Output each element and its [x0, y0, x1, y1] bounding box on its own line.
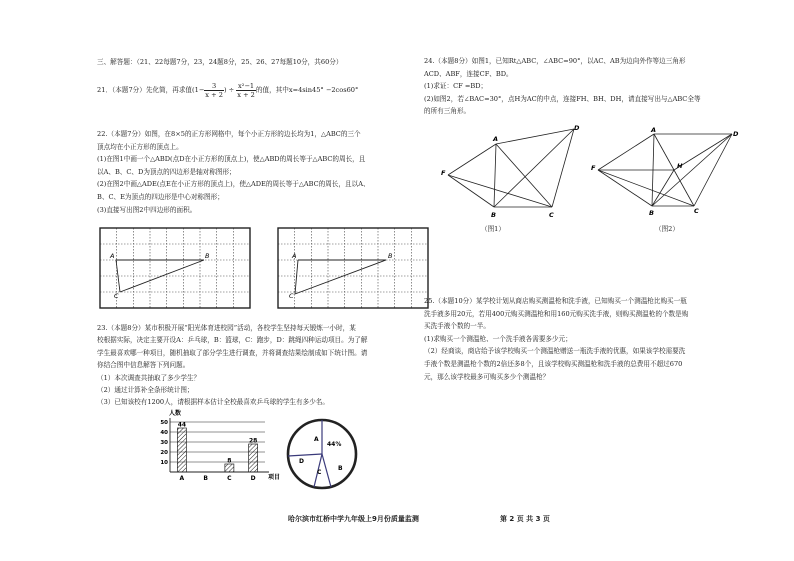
q24-figure-2-caption: （图2） — [655, 225, 679, 233]
fig2-label-c: C — [694, 207, 699, 215]
seg-af — [598, 134, 654, 170]
q22-line: (3)直接写出图2中四边形的面积。 — [97, 205, 197, 214]
bar-chart-tick-label: 40 — [160, 430, 168, 436]
q24-figure-2 — [590, 122, 750, 232]
bar-chart-ylabel: 人数 — [169, 410, 182, 417]
fig1-label-d: D — [574, 124, 580, 132]
q24-line: 的所有三角形。 — [424, 107, 471, 116]
q24-line: (2)如图2，若∠BAC=30°，点H为AC的中点，连接FH、BH、DH，请直接写出与△ABC全等 — [424, 94, 701, 103]
grid-figure-2 — [278, 228, 438, 308]
bar-chart-tick-label: 20 — [160, 450, 168, 456]
fig1-label-b: B — [491, 211, 496, 219]
q21-mid: ) ÷ — [223, 86, 235, 94]
bar-data-label: 8 — [227, 457, 232, 465]
bar-data-label: 28 — [248, 437, 258, 445]
seg-bf — [448, 175, 494, 207]
bar-chart-tick-label: 10 — [160, 460, 168, 466]
q23-line: 校根据实际，决定主要开设A：乒乓球，B：篮球，C：跑步，D：跳绳四种运动项目。为了解 — [97, 336, 368, 345]
fig2-label-f: F — [591, 164, 596, 172]
bar-chart-ticks — [160, 420, 168, 466]
q21-suffix: 的值，其中x=4sin45° −2cos60° — [255, 86, 359, 94]
fig2-label-b: B — [649, 209, 654, 217]
q24-line: 24.（本题8分）如图1，已知Rt△ABC，∠ABC=90°，以AC、AB为边向外作等边三角形 — [424, 57, 686, 65]
seg-af — [448, 144, 496, 175]
pie-divider-4 — [322, 454, 331, 487]
question-25 — [424, 295, 688, 383]
q25-line: 买洗手液个数的一半。 — [424, 322, 490, 331]
q21-fraction-2: $\frac{\text{x²−1}}{x + 2}$ — [237, 81, 255, 99]
grid-border-1 — [100, 228, 250, 308]
q21-prefix: 21．（本题7分）先化简，再求值(1− — [97, 86, 205, 94]
seg-ab — [494, 144, 496, 207]
seg-cd — [552, 129, 574, 207]
bar-chart-category-label: C — [227, 475, 232, 482]
bar-data-label: 44 — [177, 421, 187, 429]
seg-cf — [598, 170, 694, 206]
pie-slice-label-c: C — [317, 469, 322, 476]
bar-chart-category-label: D — [250, 475, 256, 482]
q25-line: 洗手液多用20元，若用400元购买测温枪和用160元购买洗手液，则购买测温枪的个数是购 — [424, 309, 689, 318]
pie-slice-label-d: D — [299, 458, 304, 465]
triangle-side-ac — [295, 260, 298, 294]
q22-line: B、C、E为顶点的四边形是中心对称图形； — [97, 192, 224, 201]
q22-line: 顶点均在小正方形的顶点上。 — [97, 142, 183, 151]
seg-bh — [652, 170, 674, 206]
point-label-a: A — [110, 252, 115, 260]
seg-bf — [598, 170, 652, 206]
seg-bd — [494, 129, 574, 207]
q24-line: ACD、ABF，连接CF、BD。 — [424, 69, 513, 78]
question-23 — [97, 322, 368, 409]
fig2-label-a: A — [651, 126, 657, 134]
seg-ac — [496, 144, 552, 207]
fig2-label-d: D — [733, 130, 739, 138]
q23-line: （2）通过计算补全条形统计图； — [97, 386, 194, 395]
pie-slice-label-a: A — [314, 436, 319, 443]
q24-figure-1-caption: （图1） — [481, 225, 505, 233]
pie-divider-2 — [288, 454, 322, 456]
bar-chart-tick-label: 30 — [160, 440, 168, 446]
bar-chart-xlabel: 项目 — [268, 474, 281, 481]
pie-chart — [286, 418, 366, 498]
pie-slice-percent-a: 44% — [327, 441, 342, 448]
question-24 — [424, 55, 701, 118]
q21-fraction-1: $\frac{3}{x + 2}$ — [205, 81, 223, 99]
q25-line: 手液个数是测温枪个数的2倍还多8个，且该学校购买测温枪和洗手液的总费用不超过670 — [424, 359, 683, 368]
q24-line: (1)求证：CF =BD； — [424, 82, 488, 91]
q23-line: 23.（本题8分）某市积极开展“阳光体育进校园”活动，各校学生坚持每天锻炼一小时，某 — [97, 324, 356, 332]
point-label-c: C — [114, 292, 119, 300]
point-label-b: B — [205, 252, 210, 260]
q25-line: (1)求购买一个测温枪、一个洗手液各需要多少元； — [424, 334, 572, 343]
bar-d — [249, 444, 258, 472]
bar-c — [225, 464, 234, 472]
question-22 — [97, 128, 370, 216]
q23-line: 你结合图中信息解答下列问题。 — [97, 361, 190, 370]
grid-lines-1 — [100, 228, 250, 308]
q22-line: 22.（本题7分）如图，在8×5的正方形网格中，每个小正方形的边长均为1，△ABC的三个 — [97, 130, 361, 138]
bar-a — [177, 428, 186, 472]
bar-chart — [150, 406, 300, 486]
q23-line: （1）本次调查共抽取了多少学生？ — [97, 373, 201, 382]
point-label-c: C — [289, 292, 294, 300]
grid-lines-2 — [278, 228, 428, 308]
triangle-side-bc — [295, 260, 386, 294]
grid-border-2 — [278, 228, 428, 308]
q25-line: 元，那么该学校最多可购买多少个测温枪？ — [424, 372, 550, 381]
seg-cd — [694, 134, 732, 206]
q22-line: (1)在图1中画一个△ABD(点D在小正方形的顶点上)，使△ABD的周长等于△ABC的周长，且 — [97, 155, 366, 164]
q25-line: 25.（本题10分）某学校计划从商店购买测温枪和洗手液，已知购买一个测温枪比购买一瓶 — [424, 297, 687, 305]
seg-ad — [496, 129, 574, 144]
bar-chart-tick-label: 50 — [160, 420, 168, 426]
q25-line: （2）经商谈，商店给予该学校购买一个测温枪赠送一瓶洗手液的优惠，如果该学校需要洗 — [424, 347, 686, 356]
point-label-a: A — [292, 252, 297, 260]
q24-figure-1 — [438, 122, 598, 232]
bar-chart-bars — [177, 422, 257, 473]
seg-dh — [674, 134, 732, 170]
fig2-label-h: H — [677, 162, 683, 170]
bar-chart-categories — [180, 475, 256, 482]
section-header: 三、解答题：（21、22每题7分，23，24题8分，25、26、27每题10分，共60分） — [97, 58, 343, 66]
fig1-label-a: A — [493, 135, 499, 143]
footer-school: 哈尔滨市红桥中学九年级上9月份质量监测 — [288, 515, 419, 523]
q22-line: 以A、B、C、D为顶点的四边形是轴对称图形； — [97, 167, 236, 176]
pie-slice-label-b: B — [338, 465, 343, 472]
grid-figure-1 — [100, 228, 260, 308]
fig1-label-f: F — [441, 169, 446, 177]
fig1-label-c: C — [549, 211, 554, 219]
bar-chart-category-label: A — [179, 475, 185, 482]
point-label-b: B — [388, 252, 393, 260]
q22-line: (2)在图2中画△ADE(点E在小正方形的顶点上)，使△ADE的周长等于△ABC的周长，且以A、 — [97, 180, 370, 189]
question-21 — [97, 80, 358, 100]
seg-cf — [448, 175, 552, 207]
bar-chart-category-label: B — [203, 475, 208, 482]
q23-line: （3）已知该校有1200人，请根据样本估计全校最喜欢乒乓球的学生有多少名。 — [97, 398, 329, 407]
q23-line: 学生最喜欢哪一种项目，随机抽取了部分学生进行调查，并将调查结果绘制成如下统计图。请 — [97, 348, 368, 357]
footer-page-number: 第 2 页 共 3 页 — [500, 515, 550, 523]
